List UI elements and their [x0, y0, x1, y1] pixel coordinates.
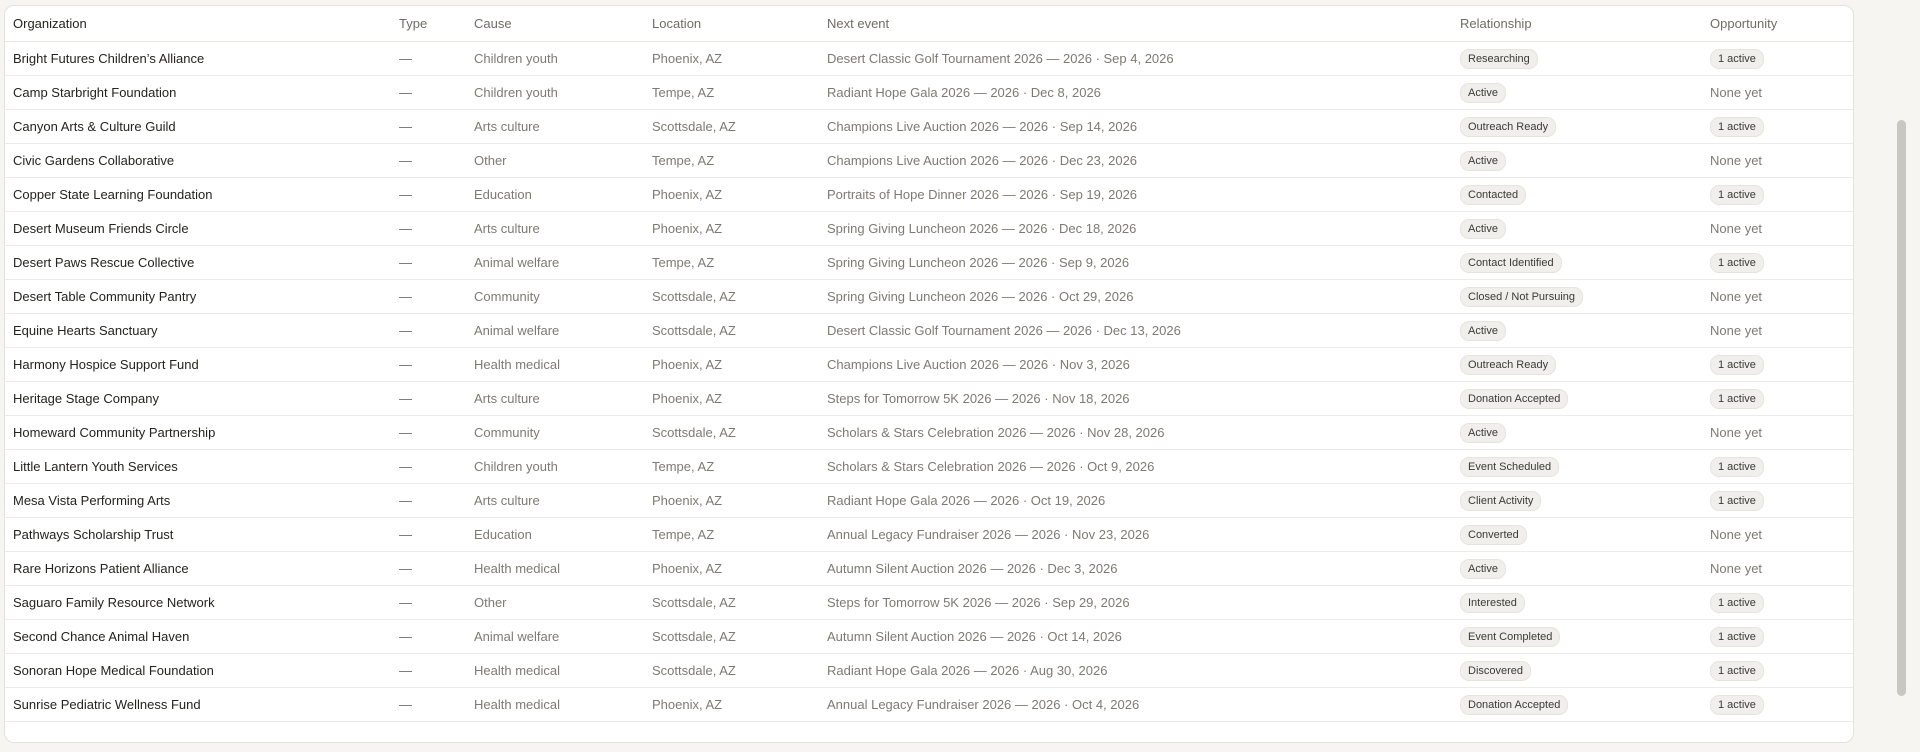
opportunity-text: None yet [1710, 323, 1763, 338]
cell-type: — [399, 450, 474, 484]
cell-organization[interactable]: Desert Museum Friends Circle [5, 212, 399, 246]
cell-next-event: Steps for Tomorrow 5K 2026 — 2026 · Nov 18, 2026 [827, 382, 1460, 416]
relationship-status-badge: Outreach Ready [1460, 117, 1556, 137]
table-body [5, 42, 1853, 722]
relationship-status-badge: Active [1460, 151, 1506, 171]
cell-next-event: Radiant Hope Gala 2026 — 2026 · Oct 19, 2026 [827, 484, 1460, 518]
cell-type: — [399, 484, 474, 518]
organizations-table-card [4, 5, 1854, 743]
cell-cause: Arts culture [474, 484, 652, 518]
cell-location: Phoenix, AZ [652, 382, 827, 416]
cell-relationship [1460, 314, 1710, 348]
cell-location: Phoenix, AZ [652, 178, 827, 212]
cell-opportunity [1710, 484, 1853, 518]
cell-type: — [399, 518, 474, 552]
cell-cause: Health medical [474, 348, 652, 382]
cell-organization[interactable]: Homeward Community Partnership [5, 416, 399, 450]
cell-relationship [1460, 654, 1710, 688]
cell-next-event: Steps for Tomorrow 5K 2026 — 2026 · Sep 29, 2026 [827, 586, 1460, 620]
opportunity-badge: 1 active [1710, 117, 1764, 137]
table-row[interactable] [5, 450, 1853, 484]
cell-opportunity [1710, 246, 1853, 280]
cell-cause: Animal welfare [474, 620, 652, 654]
table-row[interactable] [5, 382, 1853, 416]
cell-type: — [399, 552, 474, 586]
cell-opportunity [1710, 110, 1853, 144]
cell-next-event: Annual Legacy Fundraiser 2026 — 2026 · Oct 4, 2026 [827, 688, 1460, 722]
cell-next-event: Spring Giving Luncheon 2026 — 2026 · Dec 18, 2026 [827, 212, 1460, 246]
cell-organization[interactable]: Civic Gardens Collaborative [5, 144, 399, 178]
relationship-status-badge: Discovered [1460, 661, 1531, 681]
table-row[interactable] [5, 416, 1853, 450]
opportunity-text: None yet [1710, 153, 1763, 168]
cell-type: — [399, 688, 474, 722]
cell-relationship [1460, 416, 1710, 450]
cell-location: Scottsdale, AZ [652, 416, 827, 450]
cell-type: — [399, 416, 474, 450]
cell-organization[interactable]: Copper State Learning Foundation [5, 178, 399, 212]
opportunity-text: None yet [1710, 221, 1763, 236]
table-row[interactable] [5, 76, 1853, 110]
cell-type: — [399, 586, 474, 620]
relationship-status-badge: Outreach Ready [1460, 355, 1556, 375]
cell-next-event: Spring Giving Luncheon 2026 — 2026 · Sep 9, 2026 [827, 246, 1460, 280]
cell-type: — [399, 144, 474, 178]
cell-location: Tempe, AZ [652, 144, 827, 178]
table-row[interactable] [5, 314, 1853, 348]
cell-opportunity [1710, 416, 1853, 450]
cell-relationship [1460, 688, 1710, 722]
table-header [5, 6, 1853, 42]
column-header-type[interactable]: Type [399, 6, 474, 42]
organizations-table [5, 6, 1853, 722]
cell-relationship [1460, 450, 1710, 484]
cell-opportunity [1710, 76, 1853, 110]
opportunity-badge: 1 active [1710, 661, 1764, 681]
cell-location: Phoenix, AZ [652, 688, 827, 722]
cell-location: Phoenix, AZ [652, 348, 827, 382]
cell-cause: Arts culture [474, 382, 652, 416]
relationship-status-badge: Contact Identified [1460, 253, 1562, 273]
cell-cause: Education [474, 178, 652, 212]
cell-opportunity [1710, 280, 1853, 314]
cell-type: — [399, 382, 474, 416]
cell-opportunity [1710, 382, 1853, 416]
relationship-status-badge: Contacted [1460, 185, 1526, 205]
cell-next-event: Champions Live Auction 2026 — 2026 · Nov 3, 2026 [827, 348, 1460, 382]
cell-opportunity [1710, 348, 1853, 382]
cell-location: Scottsdale, AZ [652, 654, 827, 688]
cell-organization[interactable]: Desert Paws Rescue Collective [5, 246, 399, 280]
cell-opportunity [1710, 144, 1853, 178]
cell-cause: Animal welfare [474, 314, 652, 348]
column-header-opportunity[interactable]: Opportunity [1710, 6, 1853, 42]
table-row[interactable] [5, 688, 1853, 722]
column-header-next-event[interactable]: Next event [827, 6, 1460, 42]
cell-relationship [1460, 280, 1710, 314]
cell-location: Tempe, AZ [652, 450, 827, 484]
cell-organization[interactable]: Camp Starbright Foundation [5, 76, 399, 110]
cell-location: Phoenix, AZ [652, 552, 827, 586]
cell-relationship [1460, 348, 1710, 382]
table-row[interactable] [5, 620, 1853, 654]
cell-opportunity [1710, 450, 1853, 484]
cell-next-event: Scholars & Stars Celebration 2026 — 2026 · Nov 28, 2026 [827, 416, 1460, 450]
cell-next-event: Desert Classic Golf Tournament 2026 — 2026 · Dec 13, 2026 [827, 314, 1460, 348]
opportunity-badge: 1 active [1710, 695, 1764, 715]
opportunity-badge: 1 active [1710, 627, 1764, 647]
cell-relationship [1460, 552, 1710, 586]
relationship-status-badge: Active [1460, 423, 1506, 443]
column-header-relationship[interactable]: Relationship [1460, 6, 1710, 42]
cell-location: Scottsdale, AZ [652, 280, 827, 314]
cell-type: — [399, 246, 474, 280]
cell-relationship [1460, 178, 1710, 212]
opportunity-text: None yet [1710, 527, 1763, 542]
opportunity-badge: 1 active [1710, 355, 1764, 375]
cell-next-event: Desert Classic Golf Tournament 2026 — 2026 · Sep 4, 2026 [827, 42, 1460, 76]
cell-opportunity [1710, 620, 1853, 654]
cell-relationship [1460, 620, 1710, 654]
cell-organization[interactable]: Second Chance Animal Haven [5, 620, 399, 654]
cell-type: — [399, 348, 474, 382]
table-row[interactable] [5, 586, 1853, 620]
cell-type: — [399, 314, 474, 348]
cell-type: — [399, 654, 474, 688]
relationship-status-badge: Closed / Not Pursuing [1460, 287, 1583, 307]
relationship-status-badge: Active [1460, 321, 1506, 341]
cell-type: — [399, 110, 474, 144]
column-header-location[interactable]: Location [652, 6, 827, 42]
relationship-status-badge: Researching [1460, 49, 1538, 69]
table-row[interactable] [5, 42, 1853, 76]
cell-relationship [1460, 76, 1710, 110]
cell-cause: Other [474, 144, 652, 178]
cell-organization[interactable]: Rare Horizons Patient Alliance [5, 552, 399, 586]
cell-type: — [399, 280, 474, 314]
relationship-status-badge: Donation Accepted [1460, 389, 1568, 409]
cell-location: Tempe, AZ [652, 76, 827, 110]
relationship-status-badge: Active [1460, 559, 1506, 579]
opportunity-badge: 1 active [1710, 185, 1764, 205]
table-row[interactable] [5, 348, 1853, 382]
cell-type: — [399, 178, 474, 212]
cell-cause: Children youth [474, 42, 652, 76]
cell-relationship [1460, 246, 1710, 280]
cell-relationship [1460, 586, 1710, 620]
table-row[interactable] [5, 280, 1853, 314]
cell-type: — [399, 620, 474, 654]
cell-cause: Health medical [474, 688, 652, 722]
cell-relationship [1460, 212, 1710, 246]
relationship-status-badge: Converted [1460, 525, 1527, 545]
cell-cause: Arts culture [474, 212, 652, 246]
cell-next-event: Radiant Hope Gala 2026 — 2026 · Dec 8, 2026 [827, 76, 1460, 110]
column-header-cause[interactable]: Cause [474, 6, 652, 42]
opportunity-text: None yet [1710, 425, 1763, 440]
header-row [5, 6, 1853, 42]
relationship-status-badge: Donation Accepted [1460, 695, 1568, 715]
table-row[interactable] [5, 518, 1853, 552]
cell-next-event: Champions Live Auction 2026 — 2026 · Sep 14, 2026 [827, 110, 1460, 144]
cell-cause: Other [474, 586, 652, 620]
cell-relationship [1460, 110, 1710, 144]
cell-next-event: Annual Legacy Fundraiser 2026 — 2026 · Nov 23, 2026 [827, 518, 1460, 552]
table-row[interactable] [5, 212, 1853, 246]
cell-cause: Animal welfare [474, 246, 652, 280]
cell-cause: Children youth [474, 450, 652, 484]
cell-opportunity [1710, 654, 1853, 688]
cell-relationship [1460, 382, 1710, 416]
cell-organization[interactable]: Sunrise Pediatric Wellness Fund [5, 688, 399, 722]
cell-next-event: Radiant Hope Gala 2026 — 2026 · Aug 30, 2026 [827, 654, 1460, 688]
cell-opportunity [1710, 42, 1853, 76]
table-row[interactable] [5, 178, 1853, 212]
cell-organization[interactable]: Canyon Arts & Culture Guild [5, 110, 399, 144]
cell-location: Tempe, AZ [652, 518, 827, 552]
opportunity-badge: 1 active [1710, 491, 1764, 511]
cell-location: Scottsdale, AZ [652, 314, 827, 348]
vertical-scrollbar-thumb[interactable] [1897, 120, 1906, 696]
cell-opportunity [1710, 212, 1853, 246]
table-row[interactable] [5, 484, 1853, 518]
cell-relationship [1460, 484, 1710, 518]
cell-cause: Health medical [474, 654, 652, 688]
cell-organization[interactable]: Bright Futures Children’s Alliance [5, 42, 399, 76]
cell-next-event: Autumn Silent Auction 2026 — 2026 · Oct 14, 2026 [827, 620, 1460, 654]
opportunity-text: None yet [1710, 85, 1763, 100]
cell-location: Scottsdale, AZ [652, 620, 827, 654]
cell-cause: Arts culture [474, 110, 652, 144]
opportunity-badge: 1 active [1710, 49, 1764, 69]
cell-cause: Community [474, 280, 652, 314]
table-row[interactable] [5, 144, 1853, 178]
opportunity-badge: 1 active [1710, 389, 1764, 409]
cell-opportunity [1710, 314, 1853, 348]
opportunity-badge: 1 active [1710, 593, 1764, 613]
cell-type: — [399, 212, 474, 246]
cell-cause: Children youth [474, 76, 652, 110]
cell-next-event: Scholars & Stars Celebration 2026 — 2026 · Oct 9, 2026 [827, 450, 1460, 484]
cell-organization[interactable]: Desert Table Community Pantry [5, 280, 399, 314]
opportunity-badge: 1 active [1710, 457, 1764, 477]
relationship-status-badge: Event Scheduled [1460, 457, 1559, 477]
cell-location: Phoenix, AZ [652, 42, 827, 76]
cell-opportunity [1710, 178, 1853, 212]
cell-relationship [1460, 518, 1710, 552]
table-row[interactable] [5, 654, 1853, 688]
cell-type: — [399, 76, 474, 110]
relationship-status-badge: Event Completed [1460, 627, 1560, 647]
cell-location: Phoenix, AZ [652, 484, 827, 518]
cell-opportunity [1710, 552, 1853, 586]
cell-next-event: Autumn Silent Auction 2026 — 2026 · Dec 3, 2026 [827, 552, 1460, 586]
relationship-status-badge: Active [1460, 83, 1506, 103]
column-header-organization[interactable]: Organization [5, 6, 399, 42]
cell-organization[interactable]: Pathways Scholarship Trust [5, 518, 399, 552]
cell-next-event: Portraits of Hope Dinner 2026 — 2026 · Sep 19, 2026 [827, 178, 1460, 212]
cell-next-event: Champions Live Auction 2026 — 2026 · Dec 23, 2026 [827, 144, 1460, 178]
cell-organization[interactable]: Mesa Vista Performing Arts [5, 484, 399, 518]
relationship-status-badge: Interested [1460, 593, 1525, 613]
cell-organization[interactable]: Little Lantern Youth Services [5, 450, 399, 484]
cell-relationship [1460, 42, 1710, 76]
cell-organization[interactable]: Heritage Stage Company [5, 382, 399, 416]
opportunity-text: None yet [1710, 289, 1763, 304]
relationship-status-badge: Client Activity [1460, 491, 1541, 511]
cell-organization[interactable]: Harmony Hospice Support Fund [5, 348, 399, 382]
cell-cause: Education [474, 518, 652, 552]
cell-opportunity [1710, 518, 1853, 552]
cell-location: Phoenix, AZ [652, 212, 827, 246]
cell-location: Tempe, AZ [652, 246, 827, 280]
opportunity-badge: 1 active [1710, 253, 1764, 273]
cell-opportunity [1710, 586, 1853, 620]
cell-next-event: Spring Giving Luncheon 2026 — 2026 · Oct 29, 2026 [827, 280, 1460, 314]
table-row[interactable] [5, 110, 1853, 144]
cell-location: Scottsdale, AZ [652, 110, 827, 144]
cell-relationship [1460, 144, 1710, 178]
cell-organization[interactable]: Equine Hearts Sanctuary [5, 314, 399, 348]
table-row[interactable] [5, 552, 1853, 586]
cell-location: Scottsdale, AZ [652, 586, 827, 620]
cell-organization[interactable]: Saguaro Family Resource Network [5, 586, 399, 620]
cell-type: — [399, 42, 474, 76]
cell-cause: Community [474, 416, 652, 450]
cell-organization[interactable]: Sonoran Hope Medical Foundation [5, 654, 399, 688]
cell-opportunity [1710, 688, 1853, 722]
cell-cause: Health medical [474, 552, 652, 586]
opportunity-text: None yet [1710, 561, 1763, 576]
table-row[interactable] [5, 246, 1853, 280]
relationship-status-badge: Active [1460, 219, 1506, 239]
